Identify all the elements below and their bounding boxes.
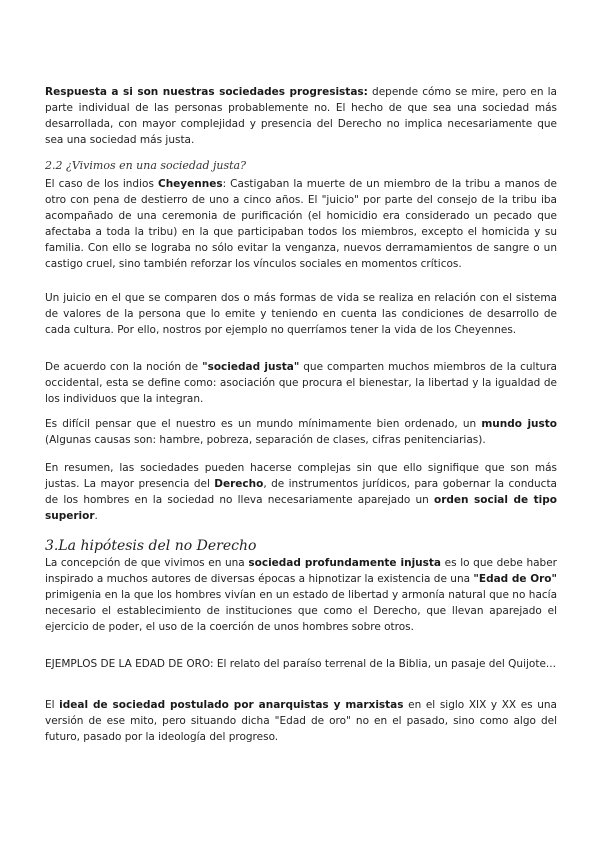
paragraph-resumen: En resumen, las sociedades pueden hacerse complejas sin que ello signifique que son más justas. La mayor presencia del Derecho, de instrumentos jurídicos, para gobernar la conducta de los hombres en la sociedad no lleva necesariamente aparejado un orden social de tipo superior.	[45, 462, 557, 522]
paragraph-cheyennes: El caso de los indios Cheyennes: Castigaban la muerte de un miembro de la tribu a manos de otro con pena de destierro de uno a cinco años. El "juicio" por parte del consejo de la tribu iba acompañado de una ceremonia de purificación (el homicidio era considerado un pecado que afectaba a toda la tribu) en la que participaban todos los miembros, excepto el homicida y su familia. Con ello se lograba no sólo evitar la venganza, nuevos derramamientos de sangre o un castigo cruel, sino también reforzar los vínculos sociales en momentos críticos.	[45, 178, 557, 270]
bold-lead: Respuesta a si son nuestras sociedades progresistas:	[45, 86, 368, 98]
paragraph-mundo-justo: Es difícil pensar que el nuestro es un mundo mínimamente bien ordenado, un mundo justo (Algunas causas son: hambre, pobreza, separación de clases, cifras penitenciarias).	[45, 418, 557, 446]
paragraph-progresistas: Respuesta a si son nuestras sociedades progresistas: depende cómo se mire, pero en la parte individual de las personas probablemente no. El hecho de que sea una sociedad más desarrollada, con mayor complejidad y presencia del Derecho no implica necesariamente que sea una sociedad más justa.	[45, 86, 557, 146]
paragraph-ejemplos: EJEMPLOS DE LA EDAD DE ORO: El relato del paraíso terrenal de la Biblia, un pasaje del Quijote...	[45, 658, 556, 670]
paragraph-hipotesis: La concepción de que vivimos en una sociedad profundamente injusta es lo que debe haber inspirado a muchos autores de diversas épocas a hipnotizar la existencia de una "Edad de Oro" primigenia en la que los hombres vivían en un estado de libertad y armonía natural que no hacía necesario el establecimiento de instituciones que como el Derecho, que llevan aparejado el ejercicio de poder, el uso de la coerción de unos hombres sobre otros.	[45, 557, 557, 633]
paragraph-juicio: Un juicio en el que se comparen dos o más formas de vida se realiza en relación con el sistema de valores de la persona que lo emite y teniendo en cuenta las condiciones de desarrollo de cada cultura. Por ello, nostros por ejemplo no querríamos tener la vida de los Cheyennes.	[45, 292, 557, 336]
paragraph-sociedad-justa: De acuerdo con la noción de "sociedad justa" que comparten muchos miembros de la cultura occidental, esta se define como: asociación que procura el bienestar, la libertad y la igualdad de los individuos que la integran.	[45, 361, 557, 405]
section-heading-2-2: 2.2 ¿Vivimos en una sociedad justa?	[45, 159, 247, 172]
section-heading-3: 3.La hipótesis del no Derecho	[45, 538, 257, 554]
paragraph-ideal: El ideal de sociedad postulado por anarquistas y marxistas en el siglo XIX y XX es una versión de ese mito, pero situando dicha "Edad de oro" no en el pasado, sino como algo del futuro, pasado por la ideología del progreso.	[45, 699, 557, 743]
